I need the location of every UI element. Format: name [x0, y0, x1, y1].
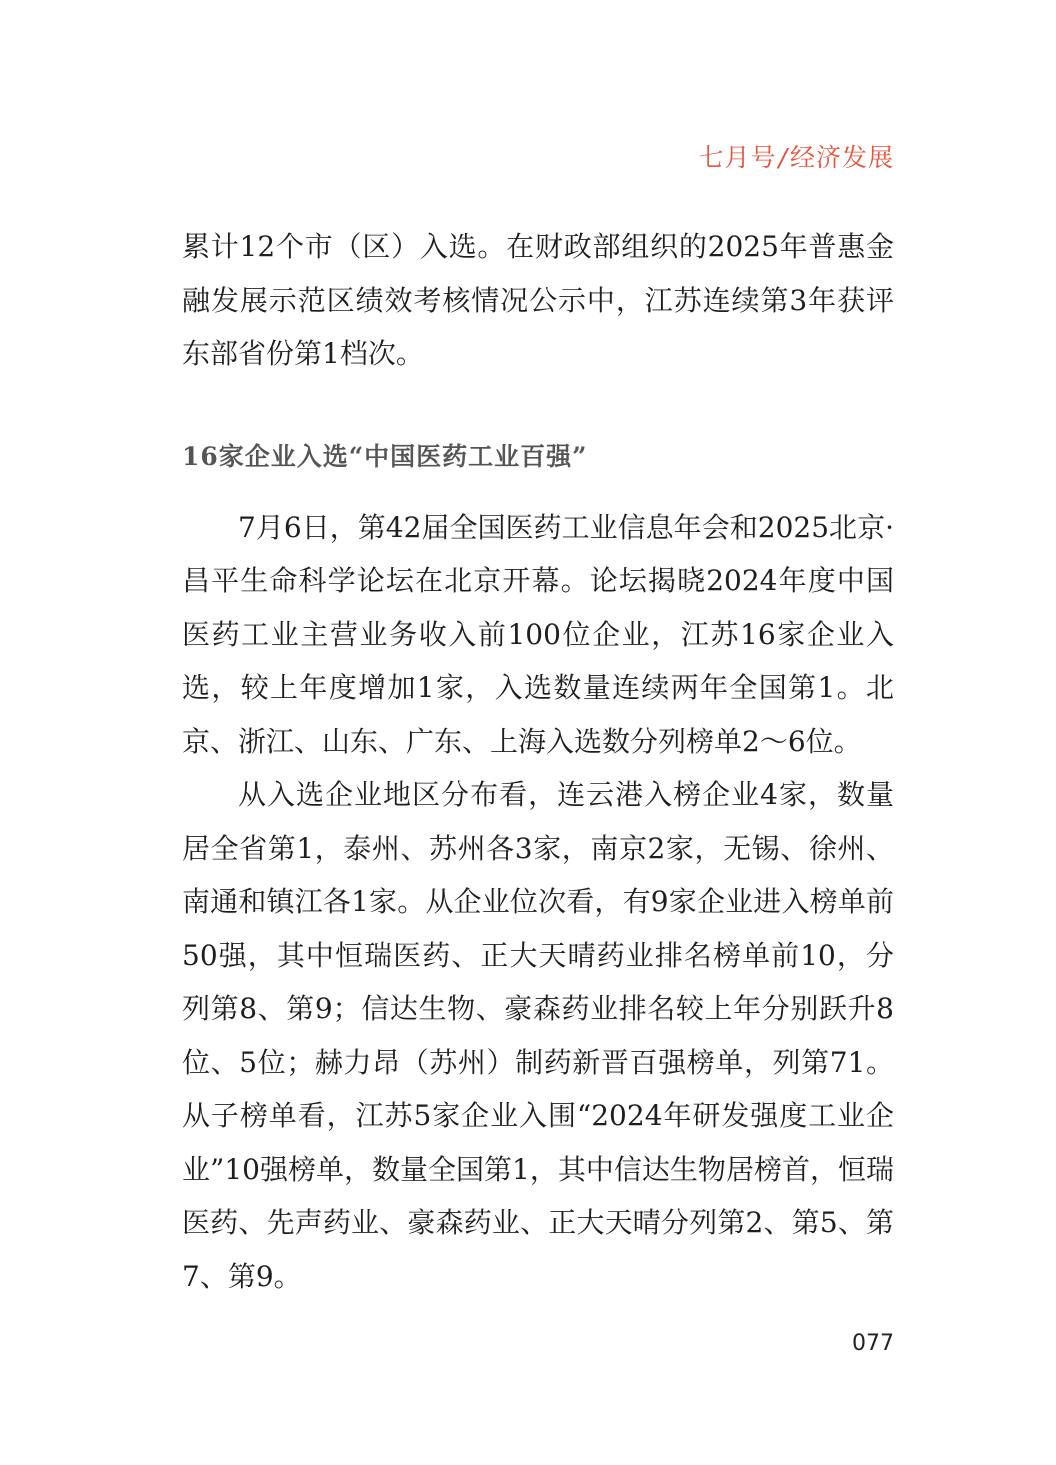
- section-heading: 16家企业入选“中国医药工业百强”: [182, 441, 588, 471]
- page-number: 077: [852, 1331, 894, 1356]
- body-paragraph: 累计12个市（区）入选。在财政部组织的2025年普惠金融发展示范区绩效考核情况公示中，江苏连续第3年获评东部省份第1档次。: [182, 230, 894, 370]
- header-separator: /: [778, 143, 788, 172]
- article-body: [182, 220, 894, 1303]
- running-header: [699, 138, 894, 174]
- section-label: 经济发展: [789, 143, 894, 172]
- body-paragraph: 从入选企业地区分布看，连云港入榜企业4家，数量居全省第1，泰州、苏州各3家，南京2家，无锡、徐州、南通和镇江各1家。从企业位次看，有9家企业进入榜单前50强，其中恒瑞医药、正大天晴药业排名榜单前10，分列第8、第9；信达生物、豪森药业排名较上年分别跃升8位、5位；赫力昂（苏州）制药新晋百强榜单，列第71。从子榜单看，江苏5家企业入围“2024年研发强度工业企业”10强榜单，数量全国第1，其中信达生物居榜首，恒瑞医药、先声药业、豪森药业、正大天晴分列第2、第5、第7、第9。: [182, 778, 894, 1293]
- issue-label: 七月号: [698, 143, 777, 172]
- body-paragraph: 7月6日，第42届全国医药工业信息年会和2025北京·昌平生命科学论坛在北京开幕。论坛揭晓2024年度中国医药工业主营业务收入前100位企业，江苏16家企业入选，较上年度增加1家，入选数量连续两年全国第1。北京、浙江、山东、广东、上海入选数分列榜单2～6位。: [182, 510, 894, 758]
